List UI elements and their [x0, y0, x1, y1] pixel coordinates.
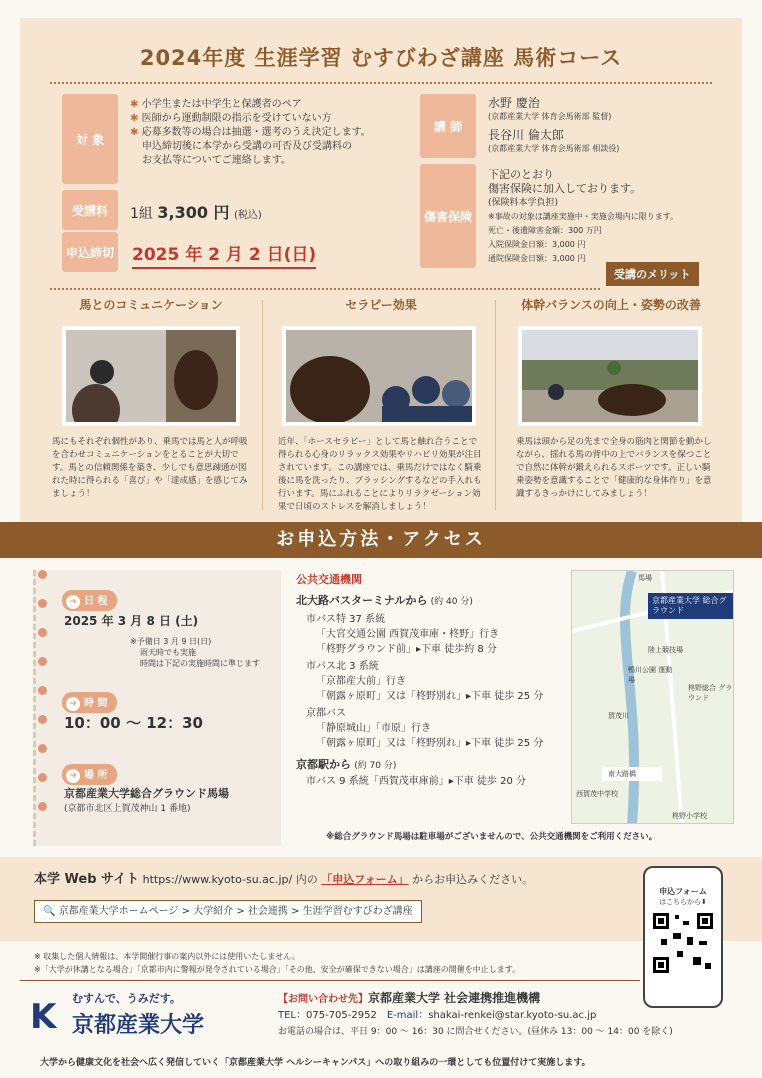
target-item: 申込締切後に本学から受講の可否及び受講料の: [142, 141, 352, 152]
bus-line: 市バス 9 系統「西賀茂車庫前」▸下車 徒歩 20 分: [306, 776, 526, 787]
therapy-photo-image: [286, 330, 476, 426]
transit-header: 公共交通機関: [296, 573, 362, 586]
arrow-icon: ➔: [66, 697, 80, 711]
benefit-title: 馬とのコミュニケーション: [79, 298, 223, 312]
map-label: 陸上競技場: [648, 646, 683, 654]
instructor-name: 長谷川 倫太郎: [488, 128, 564, 142]
fee-suffix: (税込): [234, 210, 262, 221]
bus-line-detail: 「朝露ヶ原町」又は「柊野別れ」▸下車 徒歩 25 分: [316, 738, 544, 749]
benefit-text: 近年、「ホースセラピー」として馬と触れ合うことで得られる心身のリラックス効果やリハビリ効果が注目されています。この講座では、乗馬だけではなく騎乗後に馬を洗ったり、ブラッシングするなどの手入れも行います。馬にふれることによりリラクゼーション効果で日頃のストレスを解消しましょう！: [278, 437, 482, 512]
transit-note: ※総合グラウンド馬場は駐車場がございませんので、公共交通機関をご利用ください。: [326, 832, 658, 842]
fee-label: 受講料: [62, 190, 118, 230]
logo: [30, 990, 250, 1040]
instructor-label: 講 師: [420, 94, 476, 158]
insurance-note: 通院保険金日額：3,000 円: [488, 254, 586, 263]
date-note-line: 雨天時でも実施: [140, 648, 196, 657]
qr-code[interactable]: [651, 911, 715, 975]
target-item: お支払等についてご連絡します。: [142, 155, 291, 166]
divider: [262, 300, 263, 510]
instructor-role: (京都産業大学 体育会馬術部 監督): [488, 112, 612, 121]
fee-amount: 3,300 円: [157, 203, 230, 222]
map-label: 鴨川公園 運動場: [628, 666, 673, 684]
target-item: 小学生または中学生と保護者のペア: [141, 99, 302, 110]
arrow-icon: ➔: [66, 595, 80, 609]
benefit-title: 体幹バランスの向上・姿勢の改善: [521, 298, 701, 312]
org-name: 京都産業大学: [72, 1013, 205, 1038]
benefit-text: 馬にもそれぞれ個性があり、乗馬では馬と人が呼吸を合わせコミュニケーションをとることが大切です。馬との信頼関係を築き、少しでも意思疎通が図れた時に得られる「喜び」や「達成感」を感じてみましょう！: [52, 437, 248, 499]
search-icon: 🔍: [43, 906, 56, 917]
map-label: 馬場: [638, 574, 652, 582]
map-label: 柊野小学校: [672, 812, 707, 820]
route-title: 京都駅から: [296, 758, 351, 771]
date-note-line: ※予備日 3 月 9 日(日): [130, 637, 212, 646]
merit-label: 受講のメリット: [606, 262, 699, 286]
contact-label: 【お問い合わせ先】: [278, 994, 368, 1005]
transit-info: [296, 572, 566, 789]
benefit-col: [496, 296, 726, 313]
qr-line: はこちらから⬇: [659, 898, 707, 906]
instructor-list: [488, 96, 708, 156]
insurance-note: ※事故の対象は講座実施中・実施会場内に限ります。: [488, 212, 679, 221]
email-label: E-mail：: [386, 1010, 429, 1021]
web-line: [34, 872, 533, 887]
instructor-role: (京都産業大学 体育会馬術部 相談役): [488, 144, 620, 153]
bus-line: 市バス北 3 系統: [306, 661, 379, 672]
bus-line: 市バス特 37 系統: [306, 614, 386, 625]
bus-line-detail: 「大宮交通公園 西賀茂車庫・柊野」行き: [316, 629, 500, 640]
route-time: (約 40 分): [430, 597, 473, 607]
insurance-text: [488, 168, 728, 266]
bottom-line: 大学から健康文化を社会へ広く発信していく「京都産業大学 ヘルシーキャンパス」への取り組みの一環としても位置付けて実施します。: [40, 1058, 591, 1068]
breadcrumb: 京都産業大学ホームページ > 大学紹介 > 社会連携 > 生涯学習むすびわざ講座: [58, 906, 413, 917]
bus-line-detail: 「静原城山」「市原」行き: [316, 723, 431, 734]
web-head: 本学 Web サイト: [34, 872, 140, 887]
target-item: 応募多数等の場合は抽選・選考のうえ決定します。: [141, 127, 371, 138]
target-item: 医師から運動制限の指示を受けていない方: [141, 113, 332, 124]
contact-block: [278, 990, 748, 1040]
access-map: [571, 570, 734, 824]
place-chip: [62, 764, 117, 785]
date-note: [130, 636, 260, 669]
deadline-value: 2025 年 2 月 2 日(日): [132, 240, 316, 269]
target-list: ✱ 小学生または中学生と保護者のペア ✱ 医師から運動制限の指示を受けていない方 ✱ 応募多数等の場合は抽選・選考のうえ決定します。 申込締切後に本学から受講の可否及び受講料の お支払等についてご連絡します。: [130, 98, 410, 168]
qr-line: 申込フォーム: [659, 887, 707, 896]
photo-therapy: [282, 326, 476, 426]
deadline-label: 申込締切: [62, 232, 118, 272]
notebook-rings: [38, 570, 46, 846]
place-address: (京都市北区上賀茂神山 1 番地): [64, 804, 191, 814]
benefit-title: セラピー効果: [345, 298, 417, 312]
instructor-name: 水野 慶治: [488, 96, 540, 110]
insurance-note: 死亡・後遺障害金額：300 万円: [488, 226, 602, 235]
contact-org: 京都産業大学 社会連携推進機構: [368, 991, 541, 1005]
tel-label: TEL：: [278, 1010, 306, 1021]
footnote: ※「大学が休講となる場合」「京都市内に警報が発令されている場合」「その他、安全が確保できない場合」は講座の開催を中止します。: [34, 965, 521, 974]
horse-photo-image: [66, 330, 240, 426]
contact-hours: お電話の場合は、平日 9：00 ～ 16：30 に問合せください。(昼休み 13：00 ～ 14：00 を除く): [278, 1027, 673, 1037]
bus-line: 京都バス: [306, 708, 346, 719]
insurance-line: 傷害保険に加入しております。: [488, 182, 642, 195]
email-address[interactable]: shakai-renkei@star.kyoto-su.ac.jp: [428, 1010, 597, 1021]
bus-line-detail: 「柊野グラウンド前」▸下車 徒歩約 8 分: [316, 644, 497, 655]
photo-horse-communication: [62, 326, 240, 426]
benefit-col: [266, 296, 496, 313]
place-label: 場 所: [84, 770, 108, 781]
insurance-line: 下記のとおり: [488, 168, 554, 181]
time-value: 10：00 ～ 12：30: [64, 714, 203, 732]
time-chip: [62, 692, 117, 713]
slogan: むすんで、うみだす。: [72, 992, 181, 1005]
balance-photo-image: [522, 330, 702, 426]
footnote: ※ 収集した個人情報は、本学開催行事の案内以外には使用いたしません。: [34, 952, 300, 961]
divider: [50, 288, 600, 290]
photo-balance: [518, 326, 702, 426]
date-label: 日 程: [84, 596, 108, 607]
fee-prefix: 1組: [130, 206, 153, 222]
section-header: お申込方法・アクセス: [0, 522, 762, 558]
bus-line-detail: 「京都産大前」行き: [316, 676, 406, 687]
apply-form-link[interactable]: 「申込フォーム」: [321, 873, 409, 886]
fee-value: [130, 200, 262, 223]
web-mid: 内の: [295, 873, 318, 886]
place-value: 京都産業大学総合グラウンド馬場: [64, 787, 229, 800]
logo-k-icon: K: [30, 997, 57, 1037]
map-label: 南大路橋: [608, 770, 636, 778]
divider: [20, 980, 640, 981]
divider: [495, 300, 496, 510]
insurance-line: (保険料本学負担): [488, 198, 559, 208]
benefit-text: 乗馬は頭から足の先まで全身の筋肉と関節を動かしながら、揺れる馬の背中の上でバランスを保つことで自然に体幹が鍛えられるスポーツです。正しい騎乗姿勢を意識することで「健康的な身体作り」を意識するきっかけにしてみましょう！: [516, 437, 712, 499]
breadcrumb-search[interactable]: [34, 900, 422, 923]
insurance-label: 傷害保険: [420, 164, 476, 268]
divider: [50, 82, 712, 84]
arrow-icon: ➔: [66, 769, 80, 783]
date-chip: [62, 590, 117, 611]
map-label: 西賀茂中学校: [576, 790, 618, 798]
map-label: 賀茂川: [608, 712, 629, 720]
insurance-note: 入院保険金日額：3,000 円: [488, 240, 586, 249]
page-title: 2024年度 生涯学習 むすびわざ講座 馬術コース: [139, 46, 623, 70]
map-label: 柊野総合 グラウンド: [688, 684, 733, 702]
target-label: 対 象: [62, 94, 118, 184]
web-url[interactable]: https://www.kyoto-su.ac.jp/: [142, 873, 293, 886]
bus-line-detail: 「朝露ヶ原町」又は「柊野別れ」▸下車 徒歩 25 分: [316, 691, 544, 702]
time-label: 時 間: [84, 698, 108, 709]
route-time: (約 70 分): [354, 761, 397, 771]
map-title: 京都産業大学 総合グラウンド: [648, 593, 733, 619]
date-note-line: 時間は下記の実施時間に準じます: [140, 659, 260, 668]
tel-number[interactable]: 075-705-2952: [306, 1010, 377, 1021]
date-value: 2025 年 3 月 8 日 (土): [64, 614, 199, 628]
route-title: 北大路バスターミナルから: [296, 594, 428, 607]
benefit-col: [36, 296, 266, 313]
qr-panel: [643, 866, 723, 1008]
web-tail: からお申込みください。: [412, 873, 534, 886]
